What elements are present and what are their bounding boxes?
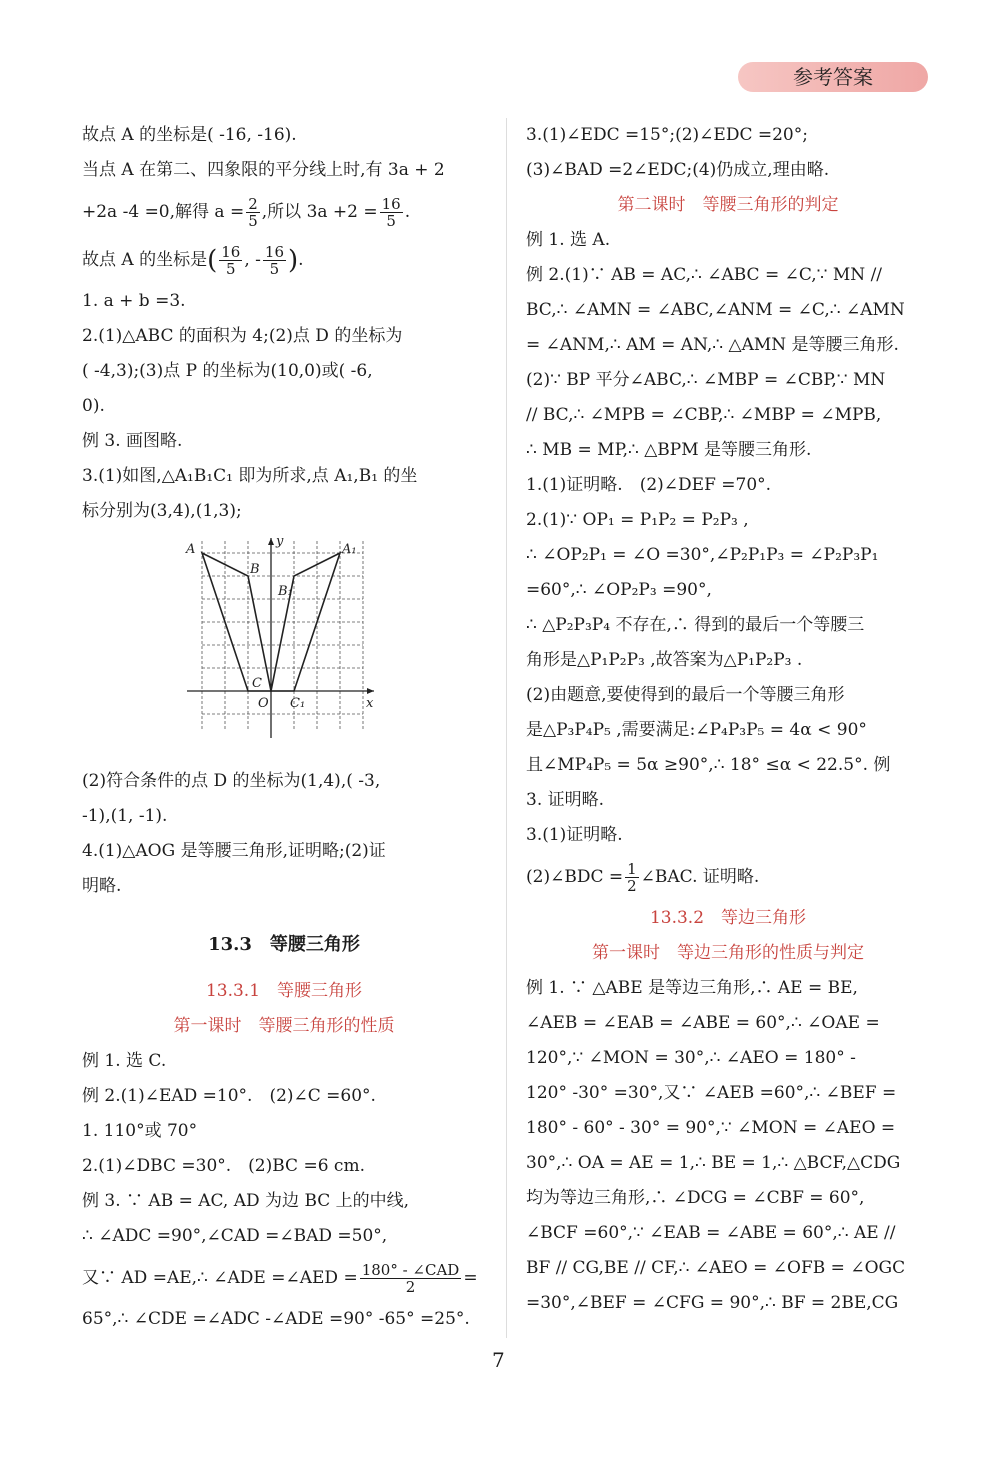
- fraction-denominator: 5: [226, 260, 236, 278]
- text-line: ∴ ∠ADC =90°,∠CAD =∠BAD =50°,: [82, 1226, 388, 1246]
- text-segment: =: [463, 1268, 478, 1288]
- fraction-numerator: 2: [248, 195, 258, 213]
- fraction-16-5: [263, 244, 286, 277]
- fraction-denominator: 5: [269, 260, 280, 278]
- lesson-heading: 第二课时 等腰三角形的判定: [617, 195, 839, 215]
- text-line: (2)∵ BP 平分∠ABC,∴ ∠MBP = ∠CBP,∵ MN: [526, 370, 886, 390]
- fraction-denominator: 5: [248, 212, 258, 230]
- text-line: 标分别为(3,4),(1,3);: [82, 501, 242, 521]
- text-line: 1. a + b =3.: [82, 291, 186, 311]
- text-line: ∴ △P₂P₃P₄ 不存在,∴ 得到的最后一个等腰三: [526, 615, 865, 635]
- text-segment: ∠BAC. 证明略.: [640, 867, 760, 887]
- fraction-denominator: 5: [386, 212, 396, 230]
- text-line: 明略.: [82, 876, 122, 896]
- text-line: // BC,∴ ∠MPB = ∠CBP,∴ ∠MBP = ∠MPB,: [526, 405, 882, 425]
- fraction-16-5: [380, 196, 403, 229]
- text-line: ∴ MB = MP,∴ △BPM 是等腰三角形.: [526, 440, 812, 460]
- text-line: 角形是△P₁P₂P₃ ,故答案为△P₁P₂P₃ .: [526, 650, 803, 670]
- text-line: 均为等边三角形,∴ ∠DCG = ∠CBF = 60°,: [526, 1188, 865, 1208]
- text-segment: 故点 A 的坐标是: [82, 250, 208, 270]
- coordinate-figure-svg: [182, 533, 382, 755]
- answer-key-badge: 参考答案: [738, 62, 928, 92]
- x-axis-arrow: [367, 688, 374, 694]
- text-line: 当点 A 在第二、四象限的平分线上时,有 3a + 2: [82, 160, 445, 180]
- text-line: BC,∴ ∠AMN = ∠ABC,∠ANM = ∠C,∴ ∠AMN: [526, 300, 905, 320]
- text-line: 且∠MP₄P₅ = 5α ≥90°,∴ 18° ≤α < 22.5°. 例: [526, 755, 891, 775]
- section-heading: 13.3 等腰三角形: [208, 934, 360, 955]
- text-line: 3.(1)证明略.: [526, 825, 623, 845]
- text-segment: (2)∠BDC =: [526, 867, 624, 887]
- fraction-numerator: 16: [221, 243, 241, 261]
- y-axis-arrow: [268, 538, 274, 545]
- text-line: 例 3. ∵ AB = AC, AD 为边 BC 上的中线,: [82, 1191, 410, 1211]
- right-column: [526, 118, 930, 1321]
- text-line: 例 2.(1)∵ AB = AC,∴ ∠ABC = ∠C,∵ MN //: [526, 265, 883, 285]
- text-line: 2.(1)∠DBC =30°. (2)BC =6 cm.: [82, 1156, 365, 1176]
- text-line: 180° - 60° - 30° = 90°,∵ ∠MON = ∠AEO =: [526, 1118, 896, 1138]
- fraction-numerator: 180° - ∠CAD: [361, 1261, 460, 1279]
- coordinate-figure: [82, 533, 486, 758]
- text-line: 3.(1)如图,△A₁B₁C₁ 即为所求,点 A₁,B₁ 的坐: [82, 466, 418, 486]
- subsection-heading: 13.3.1 等腰三角形: [205, 981, 363, 1001]
- text-line: 3.(1)∠EDC =15°;(2)∠EDC =20°;: [526, 125, 808, 145]
- text-line: =60°,∴ ∠OP₂P₃ =90°,: [526, 580, 712, 600]
- point-label-b: B: [250, 562, 260, 577]
- text-line: 2.(1)∵ OP₁ = P₁P₂ = P₂P₃ ,: [526, 510, 749, 530]
- point-label-a1: A₁: [342, 542, 357, 557]
- text-line: 4.(1)△AOG 是等腰三角形,证明略;(2)证: [82, 841, 386, 861]
- page-number: 7: [492, 1348, 505, 1372]
- text-segment: , -: [244, 250, 261, 270]
- text-line: ∴ ∠OP₂P₁ = ∠O =30°,∠P₂P₁P₃ = ∠P₂P₃P₁: [526, 545, 879, 565]
- text-line: BF // CG,BE // CF,∴ ∠AEO = ∠OFB = ∠OGC: [526, 1258, 906, 1278]
- text-line: 例 1. 选 A.: [526, 230, 611, 250]
- subsection-heading: 13.3.2 等边三角形: [649, 908, 807, 928]
- point-label-c1: C₁: [290, 696, 306, 711]
- text-line: 是△P₃P₄P₅ ,需要满足:∠P₄P₃P₅ = 4α < 90°: [526, 720, 867, 740]
- fraction-16-5: [219, 244, 242, 277]
- text-segment: .: [298, 250, 304, 270]
- text-line-with-fractions: +2a -4 =0,解得 a = $\frac{2}{5}$ ,所以 3a +2 = $\frac{16}{5}$ .: [82, 195, 411, 230]
- text-line: ∠AEB = ∠EAB = ∠ABE = 60°,∴ ∠OAE =: [526, 1013, 880, 1033]
- lesson-heading: 第一课时 等腰三角形的性质: [173, 1016, 395, 1036]
- text-line: ( -4,3);(3)点 P 的坐标为(10,0)或( -6,: [82, 361, 373, 381]
- text-line: 65°,∴ ∠CDE =∠ADC -∠ADE =90° -65° =25°.: [82, 1309, 470, 1329]
- fraction-denominator: 2: [627, 877, 637, 895]
- text-line: 1.(1)证明略. (2)∠DEF =70°.: [526, 475, 772, 495]
- x-axis-label: x: [366, 696, 374, 711]
- text-line: 2.(1)△ABC 的面积为 4;(2)点 D 的坐标为: [82, 326, 403, 346]
- point-label-c: C: [252, 676, 262, 691]
- text-line: 故点 A 的坐标是( -16, -16).: [82, 125, 297, 145]
- text-segment: ,所以 3a +2 =: [261, 202, 378, 222]
- text-line-with-fraction: [526, 853, 930, 901]
- text-line: ∠BCF =60°,∵ ∠EAB = ∠ABE = 60°,∴ AE //: [526, 1223, 896, 1243]
- text-line: 120° -30° =30°,又∵ ∠AEB =60°,∴ ∠BEF =: [526, 1083, 897, 1103]
- point-label-b1: B₁: [278, 584, 293, 599]
- column-divider: [506, 118, 507, 1338]
- text-line-with-fraction: [82, 1254, 486, 1302]
- text-line: (3)∠BAD =2∠EDC;(4)仍成立,理由略.: [526, 160, 830, 180]
- text-line: 3. 证明略.: [526, 790, 605, 810]
- text-line: 120°,∵ ∠MON = 30°,∴ ∠AEO = 180° -: [526, 1048, 856, 1068]
- fraction-numerator: 16: [264, 243, 284, 261]
- fraction-2-5: [246, 196, 260, 229]
- text-line: 30°,∴ OA = AE = 1,∴ BE = 1,∴ △BCF,△CDG: [526, 1153, 901, 1173]
- left-column: [82, 118, 486, 1337]
- text-line: = ∠ANM,∴ AM = AN,∴ △AMN 是等腰三角形.: [526, 335, 899, 355]
- text-line: 0).: [82, 396, 105, 416]
- text-line: 1. 110°或 70°: [82, 1121, 198, 1141]
- text-line: =30°,∠BEF = ∠CFG = 90°,∴ BF = 2BE,CG: [526, 1293, 899, 1313]
- text-line: 例 3. 画图略.: [82, 431, 183, 451]
- text-segment: +2a -4 =0,解得 a =: [82, 202, 245, 222]
- fraction-numerator: 1: [627, 860, 637, 878]
- text-line: (2)符合条件的点 D 的坐标为(1,4),( -3,: [82, 771, 381, 791]
- fraction-numerator: 16: [381, 195, 401, 213]
- fraction-180-minus-cad-over-2: [360, 1262, 462, 1295]
- fraction-1-2: [625, 861, 639, 894]
- point-label-a: A: [186, 542, 196, 557]
- text-line: 例 1. 选 C.: [82, 1051, 167, 1071]
- text-line: -1),(1, -1).: [82, 806, 168, 826]
- lesson-heading: 第一课时 等边三角形的性质与判定: [592, 943, 864, 963]
- origin-label-o: O: [258, 696, 269, 711]
- text-line-with-fractions: 故点 A 的坐标是( $\frac{16}{5}$ , - $\frac{16}{5}$ ).: [82, 243, 304, 278]
- text-line: 例 2.(1)∠EAD =10°. (2)∠C =60°.: [82, 1086, 376, 1106]
- y-axis-label: y: [276, 534, 284, 549]
- fraction-denominator: 2: [405, 1278, 416, 1296]
- text-line: (2)由题意,要使得到的最后一个等腰三角形: [526, 685, 845, 705]
- text-line: 例 1. ∵ △ABE 是等边三角形,∴ AE = BE,: [526, 978, 858, 998]
- text-segment: 又∵ AD =AE,∴ ∠ADE =∠AED =: [82, 1268, 358, 1288]
